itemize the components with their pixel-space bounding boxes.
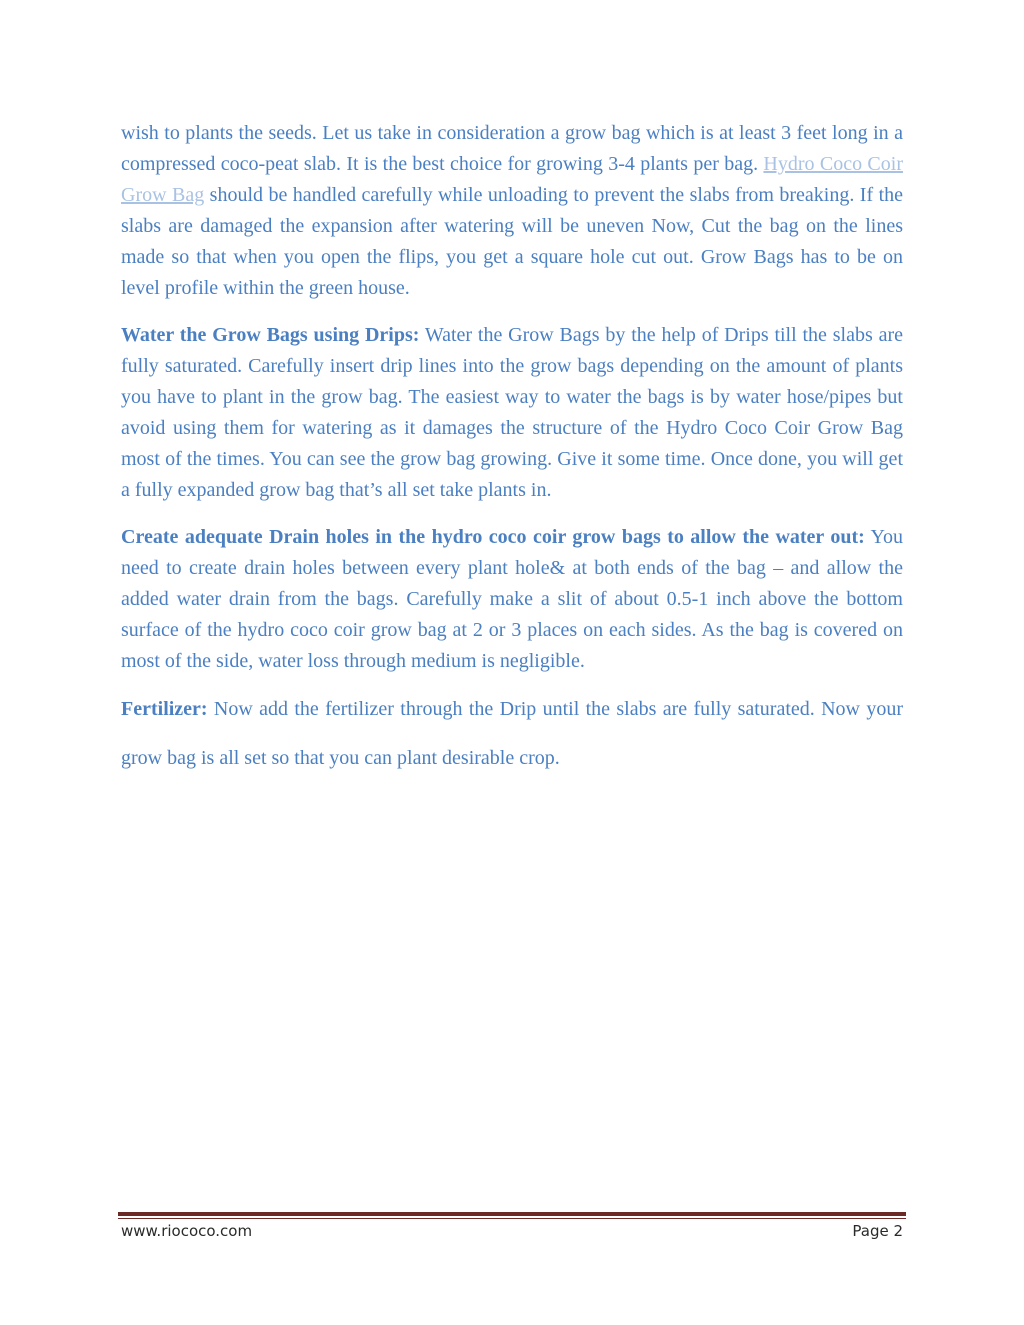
paragraph-drain-holes: [121, 522, 903, 677]
section-heading: Create adequate Drain holes in the hydro coco coir grow bags to allow the water out:: [121, 526, 865, 548]
document-body: [121, 118, 903, 799]
footer-divider: [118, 1212, 906, 1216]
section-heading: Fertilizer:: [121, 698, 208, 720]
footer-page-number: Page 2: [852, 1222, 903, 1240]
paragraph-water-drips: [121, 320, 903, 506]
paragraph-text: Now add the fertilizer through the Drip until the slabs are fully saturated. Now your grow bag is all set so that you can plant desirable crop.: [121, 698, 903, 769]
paragraph-text: Water the Grow Bags by the help of Drips till the slabs are fully saturated. Carefully insert drip lines into the grow bags depending on the amount of plants you have to plant in the grow bag. The easiest way to water the bags is by water hose/pipes but avoid using them for watering as it damages the structure of the Hydro Coco Coir Grow Bag most of the times. You can see the grow bag growing. Give it some time. Once done, you will get a fully expanded grow bag that’s all set take plants in.: [121, 324, 903, 501]
section-heading: Water the Grow Bags using Drips:: [121, 324, 420, 346]
footer-website: www.riococo.com: [121, 1222, 253, 1240]
footer-divider-thin: [118, 1218, 906, 1219]
paragraph-text: should be handled carefully while unloading to prevent the slabs from breaking. If the slabs are damaged the expansion after watering will be uneven Now, Cut the bag on the lines made so that when you open the flips, you get a square hole cut out. Grow Bags has to be on level profile within the green house.: [121, 184, 904, 299]
paragraph-fertilizer: [121, 685, 903, 783]
hydro-coco-coir-grow-bag-link[interactable]: Hydro Coco Coir Grow Bag: [121, 153, 903, 206]
paragraph-intro: [121, 118, 903, 304]
paragraph-text: You need to create drain holes between every plant hole& at both ends of the bag – and allow the added water drain from the bags. Carefully make a slit of about 0.5-1 inch above the bottom surface of the hydro coco coir grow bag at 2 or 3 places on each sides. As the bag is covered on most of the side, water loss through medium is negligible.: [121, 526, 903, 672]
paragraph-text: wish to plants the seeds. Let us take in consideration a grow bag which is at least 3 feet long in a compressed coco-peat slab. It is the best choice for growing 3-4 plants per bag.: [121, 122, 903, 175]
